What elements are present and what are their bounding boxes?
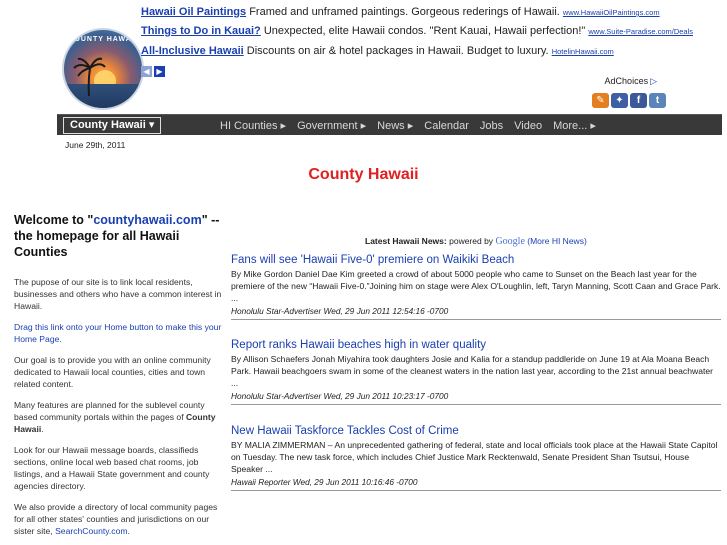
news-source: Honolulu Star-Advertiser Wed, 29 Jun 2011 10:23:17 -0700 xyxy=(231,391,449,401)
adchoices-icon: ▷ xyxy=(650,76,657,86)
news-source: Honolulu Star-Advertiser Wed, 29 Jun 2011 12:54:16 -0700 xyxy=(231,306,449,316)
site-link[interactable]: countyhawaii.com xyxy=(93,213,202,227)
ad-url-link[interactable]: HotelinHawaii.com xyxy=(551,47,614,56)
ad-description: Framed and unframed paintings. Gorgeous rederings of Hawaii. xyxy=(249,6,560,18)
news-item xyxy=(231,338,721,405)
ad-title-link[interactable]: Hawaii Oil Paintings xyxy=(141,6,247,18)
make-homepage-link[interactable]: Drag this link onto your Home button to make this your Home Page. xyxy=(14,322,222,344)
ad-item xyxy=(141,45,614,57)
ad-title-link[interactable]: Things to Do in Kauai? xyxy=(141,25,261,37)
welcome-post: " -- the homepage for all Hawaii Counties xyxy=(14,213,220,259)
page-title: County Hawaii xyxy=(308,166,419,183)
nav-item-video[interactable]: Video xyxy=(514,119,543,132)
google-logo: Google xyxy=(495,236,525,247)
welcome-pre: Welcome to " xyxy=(14,213,94,227)
ad-item xyxy=(141,25,693,37)
nav-item-hi-counties[interactable]: HI Counties ▸ xyxy=(220,120,287,132)
intro-paragraph xyxy=(14,501,228,537)
searchcounty-link[interactable]: SearchCounty.com xyxy=(55,526,128,536)
comment-icon[interactable]: ✎ xyxy=(592,93,609,108)
p6-pre: We also provide a directory of local community pages for all other states' counties and jurisdictions on our sister site, xyxy=(14,502,218,536)
adchoices-link[interactable] xyxy=(605,76,657,87)
intro-paragraph: Look for our Hawaii message boards, classifieds sections, online local web based chat rooms, job listings, and a Hawaii State government and county agencies directory. xyxy=(14,445,210,491)
ad-url-link[interactable]: www.Suite-Paradise.com/Deals xyxy=(588,27,694,36)
ad-next-icon[interactable]: ▶ xyxy=(154,66,165,77)
news-item xyxy=(231,253,721,320)
site-logo[interactable] xyxy=(62,28,144,110)
intro-paragraph xyxy=(14,399,228,435)
ad-url-link[interactable]: www.HawaiiOilPaintings.com xyxy=(562,8,660,17)
ad-description: Unexpected, elite Hawaii condos. "Rent Kauai, Hawaii perfection!" xyxy=(263,25,586,37)
news-header-label: Latest Hawaii News: xyxy=(365,236,447,246)
nav-item-calendar[interactable]: Calendar xyxy=(424,119,469,132)
divider xyxy=(231,404,721,405)
ad-description: Discounts on air & hotel packages in Hawaii. Budget to luxury. xyxy=(246,45,549,57)
welcome-heading xyxy=(14,212,232,260)
nav-item-government[interactable]: Government ▸ xyxy=(297,120,367,132)
more-news-link[interactable]: (More HI News) xyxy=(527,236,587,246)
news-item xyxy=(231,424,721,491)
divider xyxy=(231,490,721,491)
news-header xyxy=(365,236,587,247)
nav-item-jobs[interactable]: Jobs xyxy=(479,119,504,132)
current-date: June 29th, 2011 xyxy=(65,140,126,150)
news-title-link[interactable]: Report ranks Hawaii beaches high in water quality xyxy=(231,339,487,351)
ad-title-link[interactable]: All-Inclusive Hawaii xyxy=(141,45,244,57)
news-body: BY MALIA ZIMMERMAN – An unprecedented gathering of federal, state and local officials took place at the Hawaii State Capitol on Tuesday. The new task force, which includes Chief Justice Mark Recktenwald, Senate President Shan Tsutsui, House Speaker ... xyxy=(231,440,718,474)
ad-pager xyxy=(141,66,165,77)
nav-item-more[interactable]: More... ▸ xyxy=(553,120,596,132)
powered-by-label: powered by xyxy=(449,236,494,246)
ad-item xyxy=(141,6,660,18)
p4-pre: Many features are planned for the sublevel county based community portals within the pages of xyxy=(14,400,205,422)
adchoices-label: AdChoices xyxy=(604,76,649,86)
news-title-link[interactable]: Fans will see 'Hawaii Five-0' premiere on Waikiki Beach xyxy=(231,254,515,266)
p6-post: . xyxy=(127,526,130,536)
nav-item-news[interactable]: News ▸ xyxy=(377,120,414,132)
intro-text xyxy=(14,276,228,545)
logo-text: COUNTY HAWAII xyxy=(68,36,138,43)
facebook-icon[interactable]: f xyxy=(630,93,647,108)
county-select-dropdown[interactable]: County Hawaii ▾ xyxy=(63,117,161,134)
twitter-icon[interactable]: t xyxy=(649,93,666,108)
intro-paragraph: The pupose of our site is to link local residents, businesses and others who have a common interest in Hawaii. xyxy=(14,277,222,311)
divider xyxy=(231,319,721,320)
share-icon[interactable]: ✦ xyxy=(611,93,628,108)
news-body: By Mike Gordon Daniel Dae Kim greeted a crowd of about 5000 people who came to Sunset on the Beach last year for the premiere of the new “Hawaii Five-0.”Joining him on stage were Alex O'Loughlin, left, Taryn Manning, Scott Caan and Grace Park. ... xyxy=(231,269,721,303)
news-title-link[interactable]: New Hawaii Taskforce Tackles Cost of Crime xyxy=(231,425,459,437)
p4-post: . xyxy=(41,424,44,434)
news-source: Hawaii Reporter Wed, 29 Jun 2011 10:16:46 -0700 xyxy=(231,477,418,487)
ad-prev-icon[interactable]: ◀ xyxy=(141,66,152,77)
p4-bold: County Hawaii xyxy=(14,412,216,434)
news-body: By Allison Schaefers Jonah Miyahira took daughters Josie and Kalia for a standup paddleride on June 19 at Ala Moana Beach Park. Hawaii beachgoers swam in some of the cleanest waters in the nation last year, according to the 21st annual beachwater ... xyxy=(231,354,713,388)
intro-paragraph: Our goal is to provide you with an online community dedicated to Hawaii local counties, cities and town related content. xyxy=(14,355,211,389)
main-navbar xyxy=(57,114,722,135)
nav-menu xyxy=(220,115,607,136)
social-icons xyxy=(592,93,666,108)
palm-tree-icon xyxy=(72,56,106,96)
